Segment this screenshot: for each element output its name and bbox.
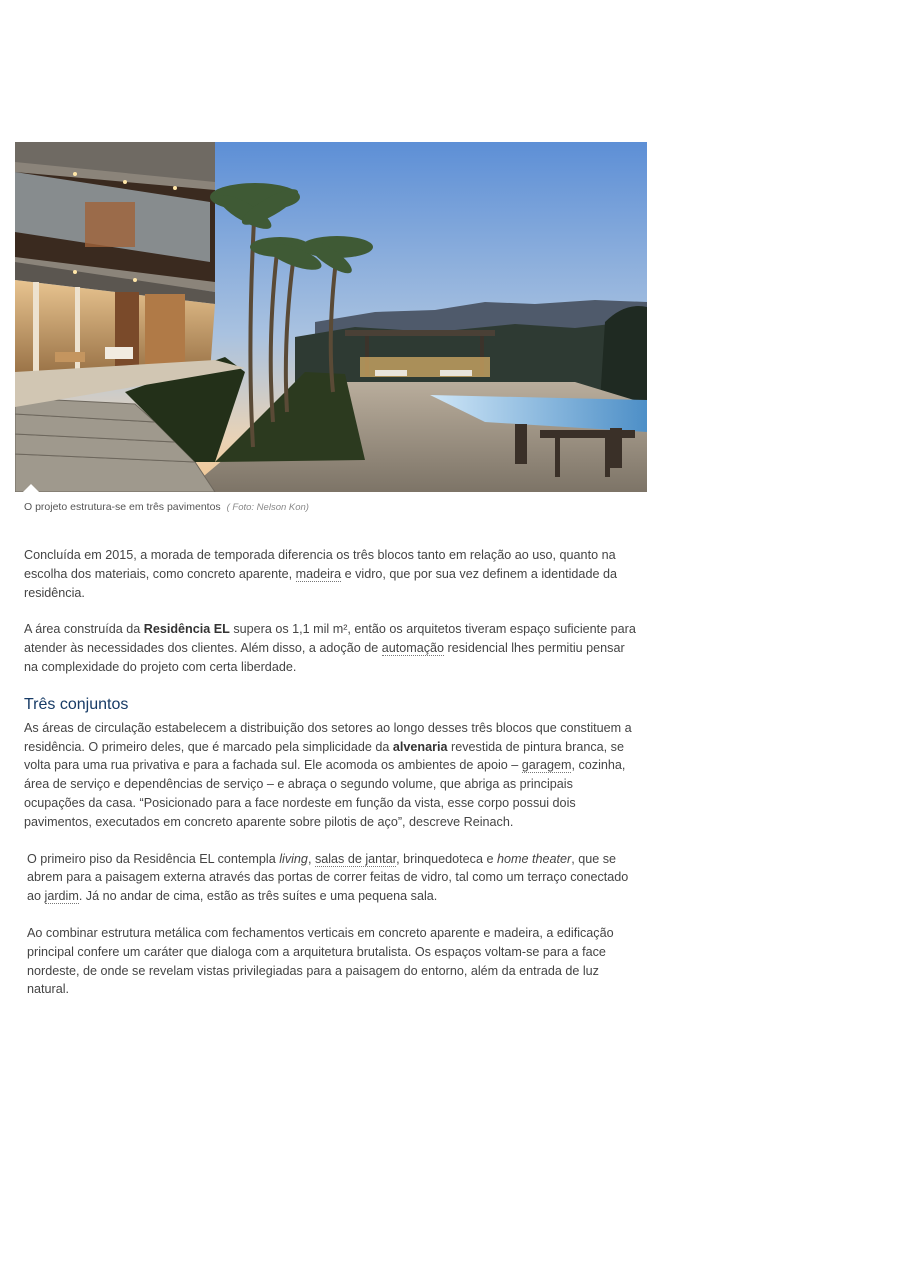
- paragraph-1: Concluída em 2015, a morada de temporada diferencia os três blocos tanto em relação ao uso, quanto na escolha dos materiais, como concreto aparente, madeira e vidro, que por sua vez definem a identidade da residência.: [24, 548, 617, 600]
- photo-credit: ( Foto: Nelson Kon): [226, 502, 309, 513]
- paragraph-3: As áreas de circulação estabelecem a distribuição dos setores ao longo desses três blocos que constituem a residência. O primeiro deles, que é marcado pela simplicidade da alvenaria revestida de pintura branca, se volta para uma rua privativa e para a fachada sul. Ele acomoda os ambientes de apoio – garagem, cozinha, área de serviço e dependências de serviço – e abraça o segundo volume, que abriga as principais ocupações da casa. “Posicionado para a face nordeste em função da vista, esse corpo possui dois pavimentos, executados em concreto aparente sobre pilotis de aço”, descreve Reinach.: [24, 720, 632, 829]
- section-heading: Três conjuntos: [24, 695, 129, 713]
- caption-text: O projeto estrutura-se em três pavimentos: [24, 501, 221, 513]
- link-jardim[interactable]: jardim: [44, 889, 79, 904]
- link-automacao[interactable]: automação: [381, 641, 445, 656]
- paragraph-5: Ao combinar estrutura metálica com fechamentos verticais em concreto aparente e madeira, a edificação principal confere um caráter que dialoga com a arquitetura brutalista. Os espaços voltam-se para a face nordeste, de onde se revelam vistas privilegiadas para a paisagem do entorno, além da entrada de luz natural.: [27, 925, 614, 997]
- article-body: [24, 546, 636, 999]
- paragraph-4: O primeiro piso da Residência EL contempla living, salas de jantar, brinquedoteca e home theater, que se abrem para a paisagem externa através das portas de correr feitas de vidro, tal como um terraço conectado ao jardim. Já no andar de cima, estão as três suítes e uma pequena sala.: [27, 851, 629, 904]
- link-salas-de-jantar[interactable]: salas de jantar: [314, 851, 397, 866]
- link-garagem[interactable]: garagem: [521, 758, 572, 773]
- bold-alvenaria: alvenaria: [392, 739, 448, 754]
- hero-photo: [15, 142, 647, 492]
- bold-residencia-el: Residência EL: [143, 622, 230, 637]
- figure-caption: [24, 501, 644, 513]
- link-madeira[interactable]: madeira: [295, 566, 342, 581]
- paragraph-2: A área construída da Residência EL supera os 1,1 mil m², então os arquitetos tiveram espaço suficiente para atender às necessidades dos clientes. Além disso, a adoção de automação residencial lhes permitiu pensar na complexidade do projeto com certa liberdade.: [24, 622, 636, 674]
- house-pool-illustration: [15, 142, 647, 492]
- caption-pointer: [23, 484, 39, 492]
